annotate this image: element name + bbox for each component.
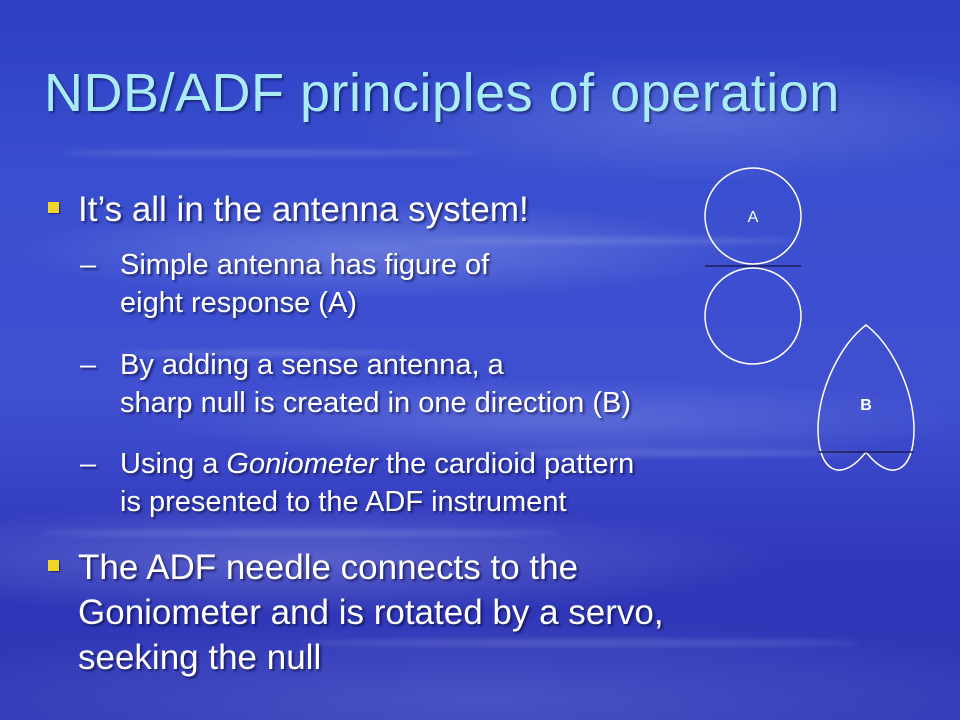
slide-title: NDB/ADF principles of operation: [44, 63, 840, 123]
bullet-1: It’s all in the antenna system!: [78, 190, 529, 229]
label-b: B: [860, 397, 872, 414]
goniometer-term: Goniometer: [226, 448, 378, 480]
bullet-2-line-3: seeking the null: [78, 638, 322, 677]
sub-bullet-3-suffix: the cardioid pattern: [377, 448, 635, 480]
dash-marker: –: [80, 349, 97, 381]
bullet-2-line-2: Goniometer and is rotated by a servo,: [78, 593, 664, 632]
sub-bullet-3-prefix: Using a: [120, 448, 227, 480]
label-a: A: [747, 209, 759, 226]
sub-bullet-1-line-1: Simple antenna has figure of: [120, 249, 490, 281]
sub-bullet-2-line-2: sharp null is created in one direction (B): [120, 387, 631, 419]
figure-eight-lower-lobe: [705, 268, 801, 364]
dash-marker: –: [80, 249, 97, 281]
sub-bullet-3-line-2: is presented to the ADF instrument: [120, 486, 567, 518]
dash-marker: –: [80, 448, 97, 480]
sub-bullet-1-line-2: eight response (A): [120, 287, 357, 319]
bullet-2-line-1: The ADF needle connects to the: [78, 548, 579, 587]
sub-bullet-2-line-1: By adding a sense antenna, a: [120, 349, 504, 381]
